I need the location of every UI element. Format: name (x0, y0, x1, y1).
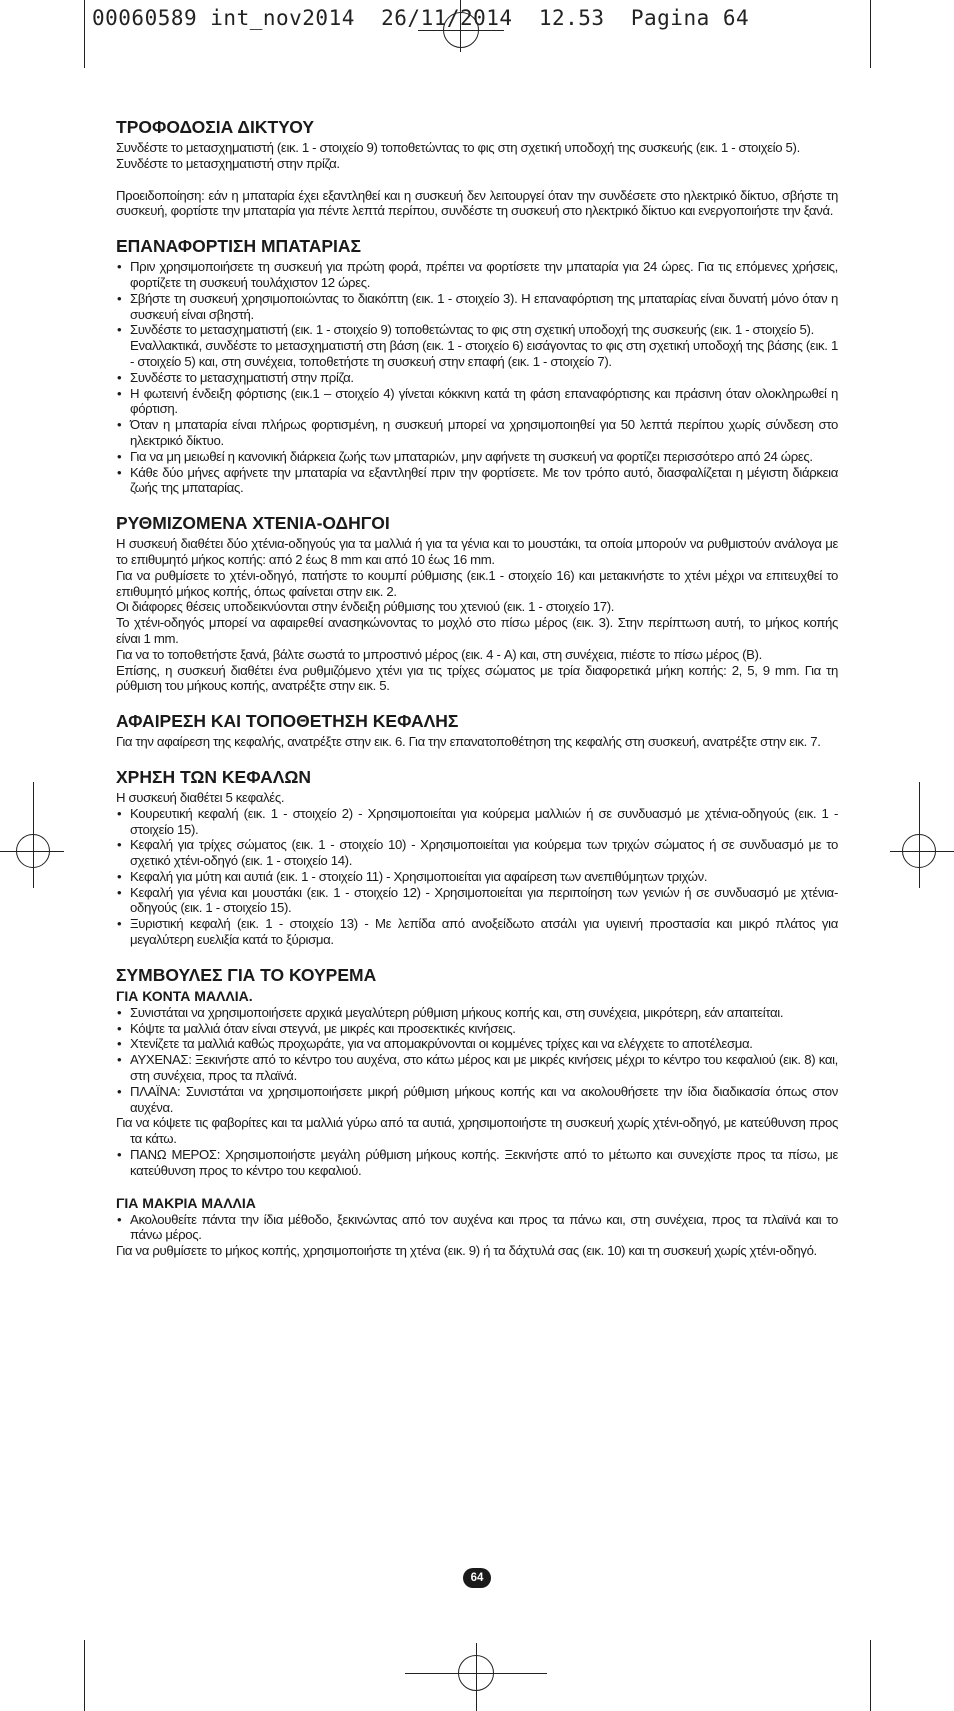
section-title: ΧΡΗΣΗ ΤΩΝ ΚΕΦΑΛΩΝ (116, 766, 312, 787)
list-item: • Κουρευτική κεφαλή (εικ. 1 - στοιχείο 2) - Χρησιμοποιείται για κούρεμα μαλλιών ή σε συνδυασμό με χτένια-οδηγούς (εικ. 1 - στοιχείο 15). (116, 806, 838, 838)
section-adjustable-guide-combs (116, 512, 838, 694)
section-haircut-tips (116, 964, 838, 1259)
section-title: ΣΥΜΒΟΥΛΕΣ ΓΙΑ ΤΟ ΚΟΥΡΕΜΑ (116, 964, 377, 985)
list-item: • Χτενίζετε τα μαλλιά καθώς προχωράτε, για να απομακρύνονται οι κομμένες τρίχες και να ελέγχετε το αποτέλεσμα. (116, 1036, 838, 1052)
list-item: • Κεφαλή για μύτη και αυτιά (εικ. 1 - στοιχείο 11) - Χρησιμοποιείται για αφαίρεση των ανεπιθύμητων τριχών. (116, 869, 838, 885)
crop-mark-top-right (870, 0, 871, 68)
list-item: • Κάθε δύο μήνες αφήνετε την μπαταρία να εξαντληθεί πριν την φορτίσετε. Με τον τρόπο αυτό, διασφαλίζεται η μέγιστη διάρκεια ζωής της μπαταρίας. (116, 465, 838, 497)
list-item: • Κεφαλή για τρίχες σώματος (εικ. 1 - στοιχείο 10) - Χρησιμοποιείται για κούρεμα των τριχών σώματος ή σε συνδυασμό με το σχετικό χτένι-οδηγό (εικ. 1 - στοιχείο 14). (116, 837, 838, 869)
bullet-list (116, 806, 838, 948)
list-item: • Η φωτεινή ένδειξη φόρτισης (εικ.1 – στοιχείο 4) γίνεται κόκκινη κατά τη φάση επαναφόρτισης και πράσινη όταν ολοκληρωθεί η φόρτιση. (116, 386, 838, 418)
crop-mark-top-left (84, 0, 85, 68)
paragraph: Το χτένι-οδηγός μπορεί να αφαιρεθεί ανασηκώνοντας το μοχλό στο πίσω μέρος (εικ. 3). Στην περίπτωση αυτή, το μήκος κοπής είναι 1 mm. (116, 615, 838, 646)
paragraph: Για να κόψετε τις φαβορίτες και τα μαλλιά γύρω από τα αυτιά, χρησιμοποιήστε τη συσκευή χωρίς χτένι-οδηγό, με κατεύθυνση προς τα κάτω. (116, 1115, 838, 1147)
subsection-title: ΓΙΑ ΜΑΚΡΙΑ ΜΑΛΛΙΑ (116, 1194, 256, 1211)
list-item: • Κεφαλή για γένια και μουστάκι (εικ. 1 - στοιχείο 12) - Χρησιμοποιείται για περιποίηση των γενιών ή σε συνδυασμό με χτένια-οδηγούς (εικ. 1 - στοιχείο 15). (116, 885, 838, 917)
paragraph: Συνδέστε το μετασχηματιστή (εικ. 1 - στοιχείο 9) τοποθετώντας το φις στη σχετική υποδοχή της συσκευής (εικ. 1 - στοιχείο 5). (116, 140, 800, 155)
list-item: • Σβήστε τη συσκευή χρησιμοποιώντας το διακόπτη (εικ. 1 - στοιχείο 3). Η επαναφόρτιση της μπαταρίας είναι δυνατή μόνο όταν η συσκευή είναι σβηστή. (116, 291, 838, 323)
list-item: • Πριν χρησιμοποιήσετε τη συσκευή για πρώτη φορά, πρέπει να φορτίσετε την μπαταρία για 24 ώρες. Για τις επόμενες χρήσεις, φορτίζετε τη συσκευή τουλάχιστον 12 ώρες. (116, 259, 838, 291)
subsection-title: ΓΙΑ ΚΟΝΤΑ ΜΑΛΛΙΑ. (116, 987, 253, 1004)
paragraph: Για την αφαίρεση της κεφαλής, ανατρέξτε στην εικ. 6. Για την επανατοποθέτηση της κεφαλής στη συσκευή, ανατρέξτε στην εικ. 7. (116, 734, 821, 750)
list-item: • ΠΛΑΪΝΑ: Συνιστάται να χρησιμοποιήσετε μικρή ρύθμιση μήκους κοπής και να ακολουθήσετε την ίδια διαδικασία όπως στον αυχένα. (116, 1084, 838, 1116)
section-head-removal (116, 710, 838, 750)
crop-mark-bottom-right (870, 1640, 871, 1711)
list-item: • ΑΥΧΕΝΑΣ: Ξεκινήστε από το κέντρο του αυχένα, στο κάτω μέρος και με μικρές κινήσεις μέχρι το κέντρο του κεφαλιού (εικ. 8) και, στη συνέχεια, προς τα πλαϊνά. (116, 1052, 838, 1084)
section-title: ΑΦΑΙΡΕΣΗ ΚΑΙ ΤΟΠΟΘΕΤΗΣΗ ΚΕΦΑΛΗΣ (116, 711, 459, 732)
list-item-continuation: Εναλλακτικά, συνδέστε το μετασχηματιστή στη βάση (εικ. 1 - στοιχείο 6) εισάγοντας το φις στη σχετική υποδοχή της βάσης (εικ. 1 - στοιχείο 5) και, στη συνέχεια, τοποθετήστε τη συσκευή στην επαφή (εικ. 1 - στοιχείο 7). (130, 338, 838, 369)
paragraph: Η συσκευή διαθέτει 5 κεφαλές. (116, 789, 285, 805)
list-item: • Ξυριστική κεφαλή (εικ. 1 - στοιχείο 13) - Με λεπίδα από ανοξείδωτο ατσάλι για υγιεινή προστασία και μικρό πλάτος για μεγαλύτερη ευελιξία κατά το ξύρισμα. (116, 916, 838, 948)
bullet-list (116, 1005, 838, 1116)
section-title: ΕΠΑΝΑΦΟΡΤΙΣΗ ΜΠΑΤΑΡΙΑΣ (116, 236, 362, 257)
list-item: • Συνδέστε το μετασχηματιστή (εικ. 1 - στοιχείο 9) τοποθετώντας το φις στη σχετική υποδοχή της συσκευής (εικ. 1 - στοιχείο 5). (116, 322, 838, 338)
list-item: • ΠΑΝΩ ΜΕΡΟΣ: Χρησιμοποιήστε μεγάλη ρύθμιση μήκους κοπής. Ξεκινήστε από το μέτωπο και συνεχίστε προς τα πίσω, με κατεύθυνση προς το κέντρο του κεφαλιού. (116, 1147, 838, 1179)
print-slug-header: 00060589 int_nov2014 26/11/2014 12.53 Pagina 64 (92, 6, 750, 30)
bullet-list (116, 259, 838, 338)
paragraph: Συνδέστε το μετασχηματιστή στην πρίζα. (116, 155, 340, 171)
list-item: • Για να μη μειωθεί η κανονική διάρκεια ζωής των μπαταριών, μην αφήνετε τη συσκευή να φορτίζει περισσότερο από 24 ώρες. (116, 449, 838, 465)
paragraph: Η συσκευή διαθέτει δύο χτένια-οδηγούς για τα μαλλιά ή για τα γένια και το μουστάκι, τα οποία μπορούν να ρυθμιστούν ανάλογα με το επιθυμητό μήκος κοπής: από 2 έως 8 mm και από 10 έως 16 mm. (116, 536, 838, 567)
bullet-list (116, 1147, 838, 1179)
list-item: • Συνδέστε το μετασχηματιστή στην πρίζα. (116, 370, 838, 386)
page-number-badge: 64 (463, 1568, 491, 1588)
list-item: • Όταν η μπαταρία είναι πλήρως φορτισμένη, η συσκευή μπορεί να χρησιμοποιηθεί για 50 λεπτά περίπου χωρίς σύνδεση στο ηλεκτρικό δίκτυο. (116, 417, 838, 449)
paragraph: Επίσης, η συσκευή διαθέτει ένα ρυθμιζόμενο χτένι για τις τρίχες σώματος με τρία διαφορετικά μήκη κοπής: 2, 5, 9 mm. Για τη ρύθμιση του μήκους κοπής, ανατρέξτε στην εικ. 5. (116, 662, 838, 694)
bullet-list (116, 1212, 838, 1244)
warning-paragraph: Προειδοποίηση: εάν η μπαταρία έχει εξαντληθεί και η συσκευή δεν λειτουργεί όταν την συνδέσετε στο ηλεκτρικό δίκτυο, σβήστε τη συσκευή, φορτίστε την μπαταρία για πέντε λεπτά περίπου, συνδέστε τη συσκευή στο ηλεκτρικό δίκτυο και ενεργοποιήστε την ξανά. (116, 187, 838, 219)
list-item: • Συνιστάται να χρησιμοποιήσετε αρχικά μεγαλύτερη ρύθμιση μήκους κοπής και, στη συνέχεια, μικρότερη, εάν απαιτείται. (116, 1005, 838, 1021)
paragraph: Για να ρυθμίσετε το μήκος κοπής, χρησιμοποιήστε τη χτένα (εικ. 9) ή τα δάχτυλά σας (εικ. 10) και τη συσκευή χωρίς χτένι-οδηγό. (116, 1243, 817, 1259)
list-item: • Ακολουθείτε πάντα την ίδια μέθοδο, ξεκινώντας από τον αυχένα και προς τα πάνω και, στη συνέχεια, προς τα πλαϊνά και το πάνω μέρος. (116, 1212, 838, 1244)
section-power-supply (116, 116, 838, 219)
section-title: ΤΡΟΦΟΔΟΣΙΑ ΔΙΚΤΥΟΥ (116, 117, 314, 137)
manual-page-content (116, 116, 838, 1259)
section-battery-recharge (116, 235, 838, 496)
section-using-heads (116, 766, 838, 948)
paragraph: Για να το τοποθετήστε ξανά, βάλτε σωστά το μπροστινό μέρος (εικ. 4 - A) και, στη συνέχεια, πιέστε το πίσω μέρος (B). (116, 646, 762, 662)
paragraph: Οι διάφορες θέσεις υποδεικνύονται στην ένδειξη ρύθμισης του χτενιού (εικ. 1 - στοιχείο 17). (116, 599, 615, 615)
list-item: • Κόψτε τα μαλλιά όταν είναι στεγνά, με μικρές και προσεκτικές κινήσεις. (116, 1021, 838, 1037)
bullet-list (116, 370, 838, 496)
section-title: ΡΥΘΜΙΖΟΜΕΝΑ ΧΤΕΝΙΑ-ΟΔΗΓΟΙ (116, 513, 390, 534)
crop-mark-bottom-left (84, 1640, 85, 1711)
paragraph: Για να ρυθμίσετε το χτένι-οδηγό, πατήστε το κουμπί ρύθμισης (εικ.1 - στοιχείο 16) και μετακινήστε το χτένι μέχρι να επιτευχθεί το επιθυμητό μήκος κοπής, όπως φαίνεται στην εικ. 2. (116, 567, 838, 599)
